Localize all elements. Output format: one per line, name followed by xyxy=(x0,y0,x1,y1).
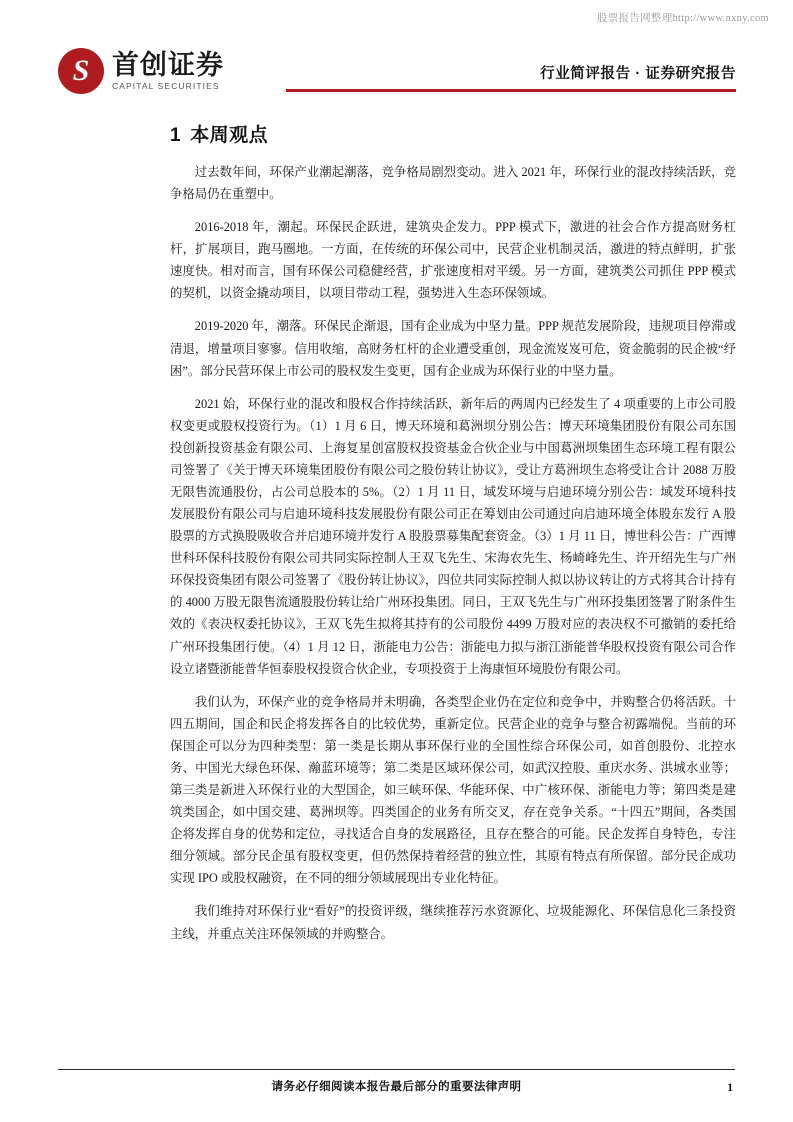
page-number: 1 xyxy=(727,1082,733,1094)
document-body xyxy=(170,120,736,956)
logo-company-name: 首创证券 xyxy=(112,49,224,80)
header-title-block xyxy=(540,62,736,83)
paragraph: 2016-2018 年，潮起。环保民企跃进，建筑央企发力。PPP 模式下，激进的社会合作方提高财务杠杆，扩展项目，跑马圈地。一方面，在传统的环保公司中，民营企业机制灵活，激进的特点鲜明，扩张速度快。相对而言，国有环保公司稳健经营，扩张速度相对平缓。另一方面，建筑类公司抓住 PPP 模式的契机，以资金撬动项目，以项目带动工程，强势进入生态环保领域。 xyxy=(170,220,736,301)
company-logo xyxy=(58,48,224,94)
footer-notice: 请务必仔细阅读本报告最后部分的重要法律声明 xyxy=(271,1081,522,1093)
watermark-text: 股票报告网整理http://www.nxny.com xyxy=(596,13,769,24)
logo-company-name-en: CAPITAL SECURITIES xyxy=(112,80,220,91)
page-header xyxy=(58,48,736,104)
section-number: 1 xyxy=(170,125,182,146)
paragraph: 过去数年间，环保产业潮起潮落，竞争格局剧烈变动。进入 2021 年，环保行业的混改持续活跃，竞争格局仍在重塑中。 xyxy=(170,165,736,202)
logo-mark-icon xyxy=(58,48,104,94)
page-title xyxy=(170,120,736,147)
report-type-title: 行业简评报告 · 证券研究报告 xyxy=(540,66,736,82)
header-divider xyxy=(286,89,736,92)
section-title-text: 本周观点 xyxy=(190,125,269,146)
logo-text-block xyxy=(112,49,224,91)
footer-divider xyxy=(58,1069,735,1070)
paragraph: 2019-2020 年，潮落。环保民企渐退，国有企业成为中坚力量。PPP 规范发展阶段，违规项目停滞或清退，增量项目寥寥。信用收缩，高财务杠杆的企业遭受重创，现金流岌岌可危，资金脆弱的民企被“纾困”。部分民营环保上市公司的股权发生变更，国有企业成为环保行业的中坚力量。 xyxy=(170,319,736,378)
paragraph: 2021 始，环保行业的混改和股权合作持续活跃，新年后的两周内已经发生了 4 项重要的上市公司股权变更或股权投资行为。（1）1 月 6 日，博天环境和葛洲坝分别公告：博天环境集团股份有限公司东国投创新投资基金有限公司、上海复星创富股权投资基金合伙企业与中国葛洲坝集团生态环境工程有限公司签署了《关于博天环境集团股份有限公司之股份转让协议》，受让方葛洲坝生态将受让合计 2088 万股无限售流通股份，占公司总股本的 5%。（2）1 月 11 日，域发环境与启迪环境分别公告：域发环境科技发展股份有限公司与启迪环境科技发展股份有限公司正在筹划由公司通过向启迪环境全体股东发行 A 股股票的方式换股吸收合并启迪环境并发行 A 股股票募集配套资金。（3）1 月 11 日，博世科公告：广西博世科环保科技股份有限公司共同实际控制人王双飞先生、宋海农先生、杨崎峰先生、许开绍先生与广州环保投资集团有限公司签署了《股份转让协议》，四位共同实际控制人拟以协议转让的方式将其合计持有的 4000 万股无限售流通股股份转让给广州环投集团。同日，王双飞先生与广州环投集团签署了附条件生效的《表决权委托协议》，王双飞先生拟将其持有的公司股份 4499 万股对应的表决权不可撤销的委托给广州环投集团行使。（4）1 月 12 日，浙能电力公告：浙能电力拟与浙江浙能普华股权投资有限公司合作设立诸暨浙能普华恒泰股权投资合伙企业，专项投资于上海康恒环境股份有限公司。 xyxy=(170,396,736,676)
paragraph: 我们认为，环保产业的竞争格局并未明确，各类型企业仍在定位和竞争中，并购整合仍将活跃。十四五期间，国企和民企将发挥各自的比较优势，重新定位。民营企业的竞争与整合初露端倪。当前的环保国企可以分为四种类型：第一类是长期从事环保行业的全国性综合环保公司，如首创股份、北控水务、中国光大绿色环保、瀚蓝环境等；第二类是区域环保公司，如武汉控股、重庆水务、洪城水业等；第三类是新进入环保行业的大型国企，如三峡环保、华能环保、中广核环保、浙能电力等；第四类是建筑类国企，如中国交建、葛洲坝等。四类国企的业务有所交叉，存在竞争关系。“十四五”期间，各类国企将发挥自身的优势和定位，寻找适合自身的发展路径，且存在整合的可能。民企发挥自身特色，专注细分领域。部分民企虽有股权变更，但仍然保持着经营的独立性，其原有特点有所保留。部分民企成功实现 IPO 或股权融资，在不同的细分领域展现出专业化特征。 xyxy=(170,694,736,886)
paragraph: 我们维持对环保行业“看好”的投资评级，继续推荐污水资源化、垃圾能源化、环保信息化三条投资主线，并重点关注环保领域的并购整合。 xyxy=(170,904,736,941)
